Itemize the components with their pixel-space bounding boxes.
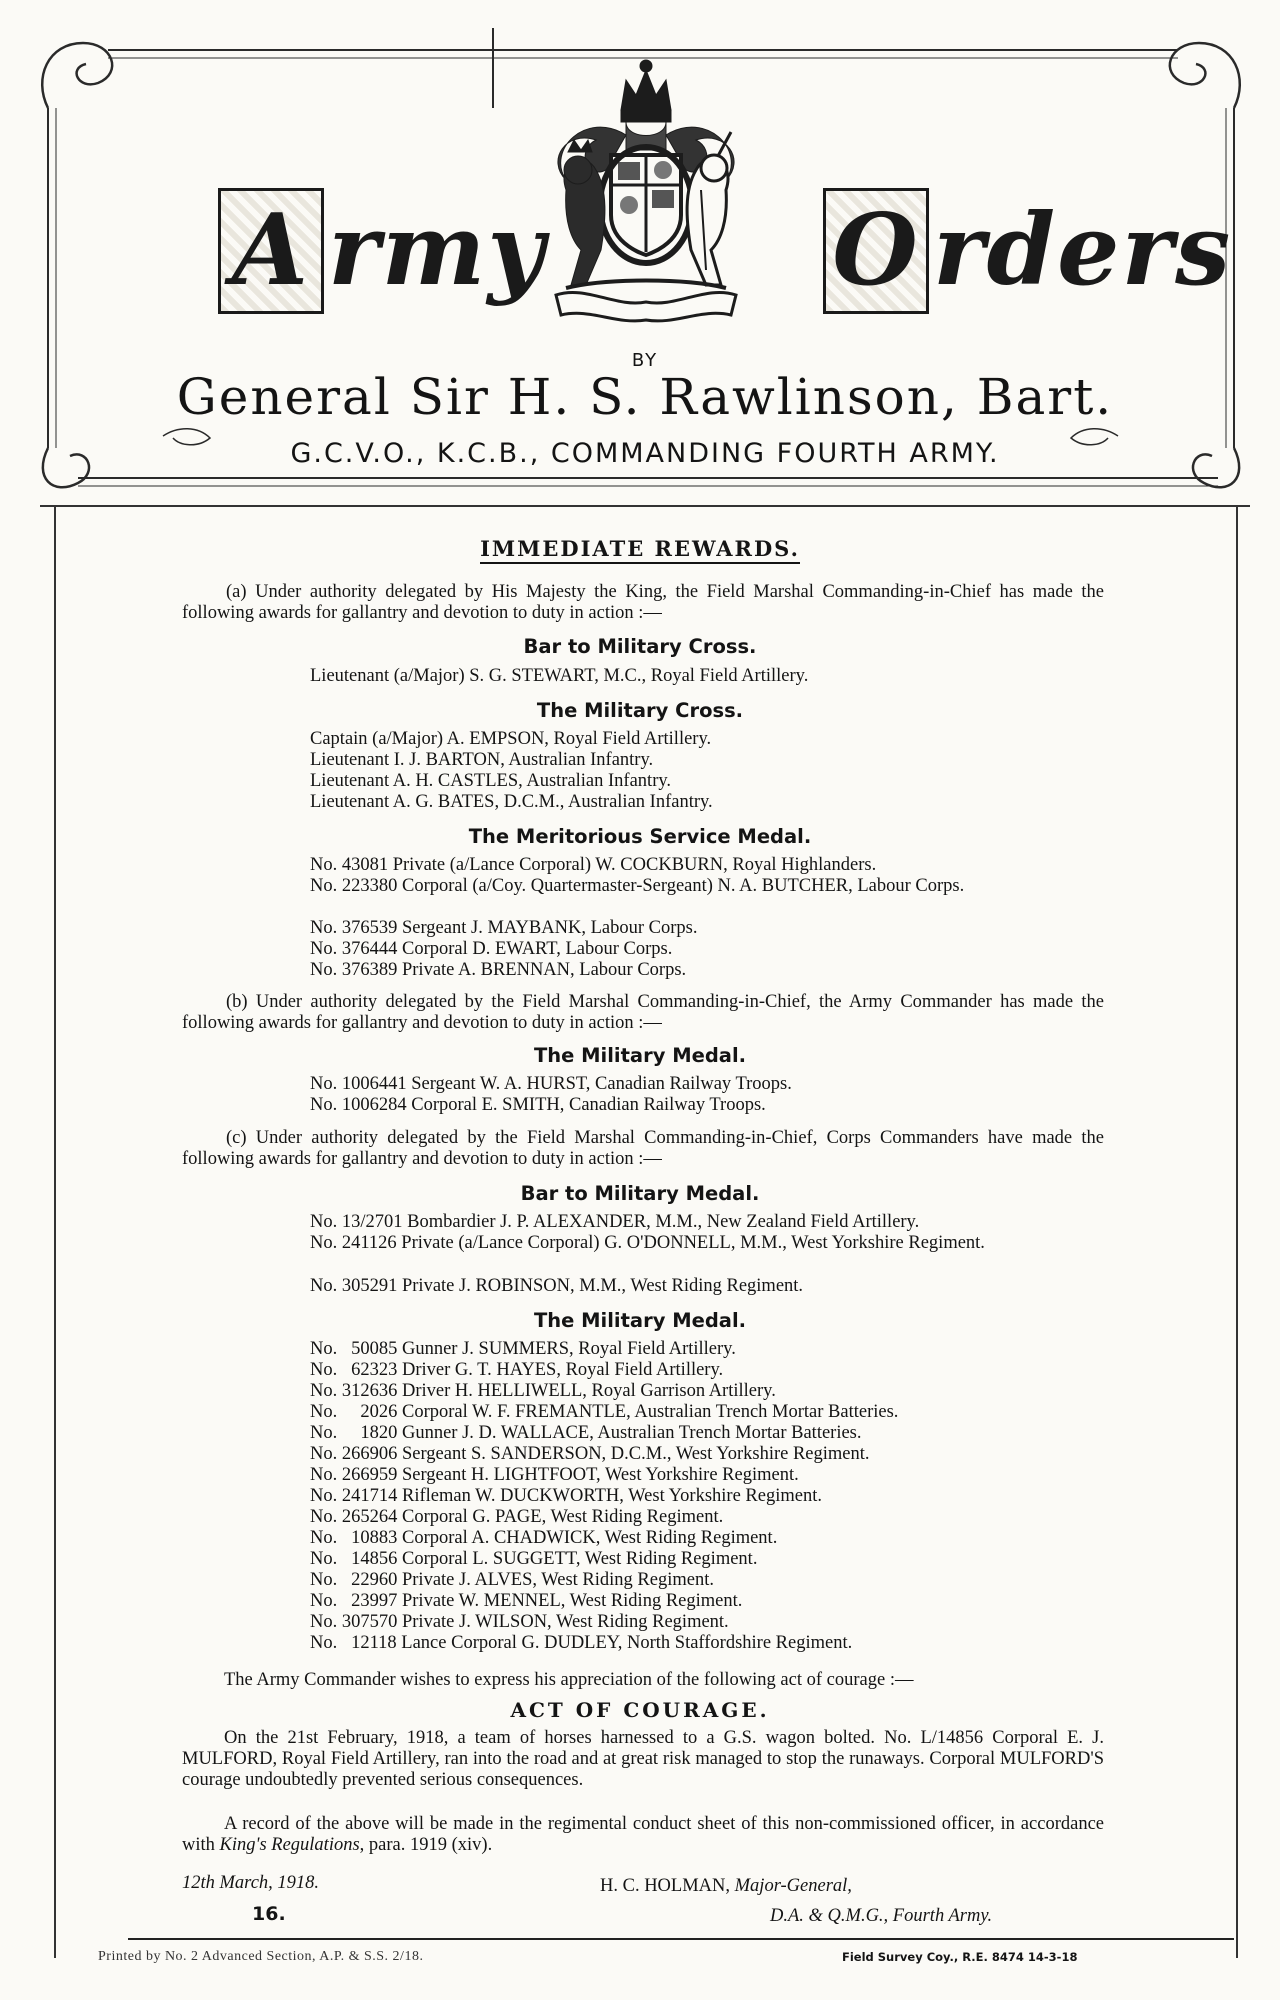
bottom-rule [128, 1938, 1234, 1940]
list-item: Lieutenant A. G. BATES, D.C.M., Australian Infantry. [310, 792, 713, 812]
list-item: No. 305291 Private J. ROBINSON, M.M., West Riding Regiment. [310, 1276, 804, 1296]
list-item: No. 62323 Driver G. T. HAYES, Royal Field Artillery. [310, 1360, 724, 1380]
list-item: Captain (a/Major) A. EMPSON, Royal Field Artillery. [310, 729, 712, 749]
record-paragraph: A record of the above will be made in the regimental conduct sheet of this non-commissioned officer, in accordance with King's Regulations, para. 1919 (xiv). [182, 1814, 1104, 1855]
title-army-rest: rmy [328, 193, 547, 308]
list-item: No. 22960 Private J. ALVES, West Riding Regiment. [310, 1570, 714, 1590]
order-date: 12th March, 1918. [182, 1873, 320, 1893]
list-item: No. 241714 Rifleman W. DUCKWORTH, West Yorkshire Regiment. [310, 1486, 822, 1506]
list-item: No. 266959 Sergeant H. LIGHTFOOT, West Yorkshire Regiment. [310, 1465, 799, 1485]
order-number: 16. [252, 1903, 286, 1925]
section-military-medal-b: The Military Medal. [533, 1044, 747, 1067]
list-item: No. 376389 Private A. BRENNAN, Labour Corps. [310, 960, 687, 980]
title-orders-rest: rders [933, 193, 1233, 308]
list-item: No. 1006441 Sergeant W. A. HURST, Canadian Railway Troops. [310, 1074, 792, 1094]
list-item: No. 14856 Corporal L. SUGGETT, West Riding Regiment. [310, 1549, 758, 1569]
list-item: No. 376444 Corporal D. EWART, Labour Corps. [310, 939, 673, 959]
paragraph-c: (c) Under authority delegated by the Field Marshal Commanding-in-Chief, Corps Commanders have made the following awards for gallantry and devotion to duty in action :— [182, 1128, 1104, 1169]
section-bar-military-cross: Bar to Military Cross. [523, 635, 757, 658]
list-item: Lieutenant I. J. BARTON, Australian Infantry. [310, 750, 654, 770]
list-item: No. 265264 Corporal G. PAGE, West Riding Regiment. [310, 1507, 724, 1527]
section-military-cross: The Military Cross. [536, 699, 744, 722]
title-army-initial: A [218, 188, 324, 314]
list-item: No. 2026 Corporal W. F. FREMANTLE, Australian Trench Mortar Batteries. [310, 1402, 899, 1422]
list-item: No. 307570 Private J. WILSON, West Riding Regiment. [310, 1612, 729, 1632]
list-item: No. 50085 Gunner J. SUMMERS, Royal Field Artillery. [310, 1339, 736, 1359]
by-line: BY [631, 350, 659, 371]
act-of-courage-text: On the 21st February, 1918, a team of horses harnessed to a G.S. wagon bolted. No. L/14856 Corporal E. J. MULFORD, Royal Field Artillery, ran into the road and at great risk managed to stop the runaways. Corporal MULFORD'S courage undoubtedly prevented serious consequences. [182, 1728, 1104, 1790]
list-item: No. 241126 Private (a/Lance Corporal) G. O'DONNELL, M.M., West Yorkshire Regiment. [310, 1233, 985, 1253]
list-item: No. 12118 Lance Corporal G. DUDLEY, North Staffordshire Regiment. [310, 1633, 853, 1653]
paragraph-appreciation: The Army Commander wishes to express his appreciation of the following act of courage :— [224, 1670, 914, 1690]
paragraph-a: (a) Under authority delegated by His Majesty the King, the Field Marshal Commanding-in-Chief has made the following awards for gallantry and devotion to duty in action :— [182, 582, 1104, 623]
heading-act-of-courage: ACT OF COURAGE. [510, 1698, 770, 1722]
list-item: No. 266906 Sergeant S. SANDERSON, D.C.M., West Yorkshire Regiment. [310, 1444, 870, 1464]
list-item: Lieutenant A. H. CASTLES, Australian Infantry. [310, 771, 672, 791]
paragraph-b: (b) Under authority delegated by the Field Marshal Commanding-in-Chief, the Army Commander has made the following awards for gallantry and devotion to duty in action :— [182, 992, 1104, 1033]
list-item: No. 1006284 Corporal E. SMITH, Canadian Railway Troops. [310, 1095, 766, 1115]
list-item: No. 1820 Gunner J. D. WALLACE, Australian Trench Mortar Batteries. [310, 1423, 862, 1443]
section-military-medal-c: The Military Medal. [533, 1309, 747, 1332]
title-orders-initial: O [823, 188, 929, 314]
general-name: General Sir H. S. Rawlinson, Bart. [176, 368, 1114, 426]
list-item: No. 13/2701 Bombardier J. P. ALEXANDER, M.M., New Zealand Field Artillery. [310, 1212, 920, 1232]
list-item: No. 43081 Private (a/Lance Corporal) W. COCKBURN, Royal Highlanders. [310, 855, 877, 875]
heading-immediate-rewards: IMMEDIATE REWARDS. [0, 538, 1280, 559]
list-item: Lieutenant (a/Major) S. G. STEWART, M.C., Royal Field Artillery. [310, 666, 809, 686]
survey-imprint: Field Survey Coy., R.E. 8474 14-3-18 [842, 1950, 1078, 1964]
honours-line: G.C.V.O., K.C.B., COMMANDING FOURTH ARMY. [290, 438, 1000, 469]
signatory-title: D.A. & Q.M.G., Fourth Army. [770, 1906, 993, 1926]
list-item: No. 23997 Private W. MENNEL, West Riding Regiment. [310, 1591, 743, 1611]
section-bar-military-medal: Bar to Military Medal. [520, 1182, 760, 1205]
list-item: No. 10883 Corporal A. CHADWICK, West Riding Regiment. [310, 1528, 778, 1548]
signatory: H. C. HOLMAN, Major-General, [600, 1876, 852, 1896]
list-item: No. 376539 Sergeant J. MAYBANK, Labour Corps. [310, 918, 698, 938]
section-meritorious-service-medal: The Meritorious Service Medal. [468, 825, 812, 848]
list-item: No. 223380 Corporal (a/Coy. Quartermaster-Sergeant) N. A. BUTCHER, Labour Corps. [310, 876, 965, 896]
list-item: No. 312636 Driver H. HELLIWELL, Royal Garrison Artillery. [310, 1381, 776, 1401]
printer-imprint: Printed by No. 2 Advanced Section, A.P. & S.S. 2/18. [98, 1949, 424, 1964]
